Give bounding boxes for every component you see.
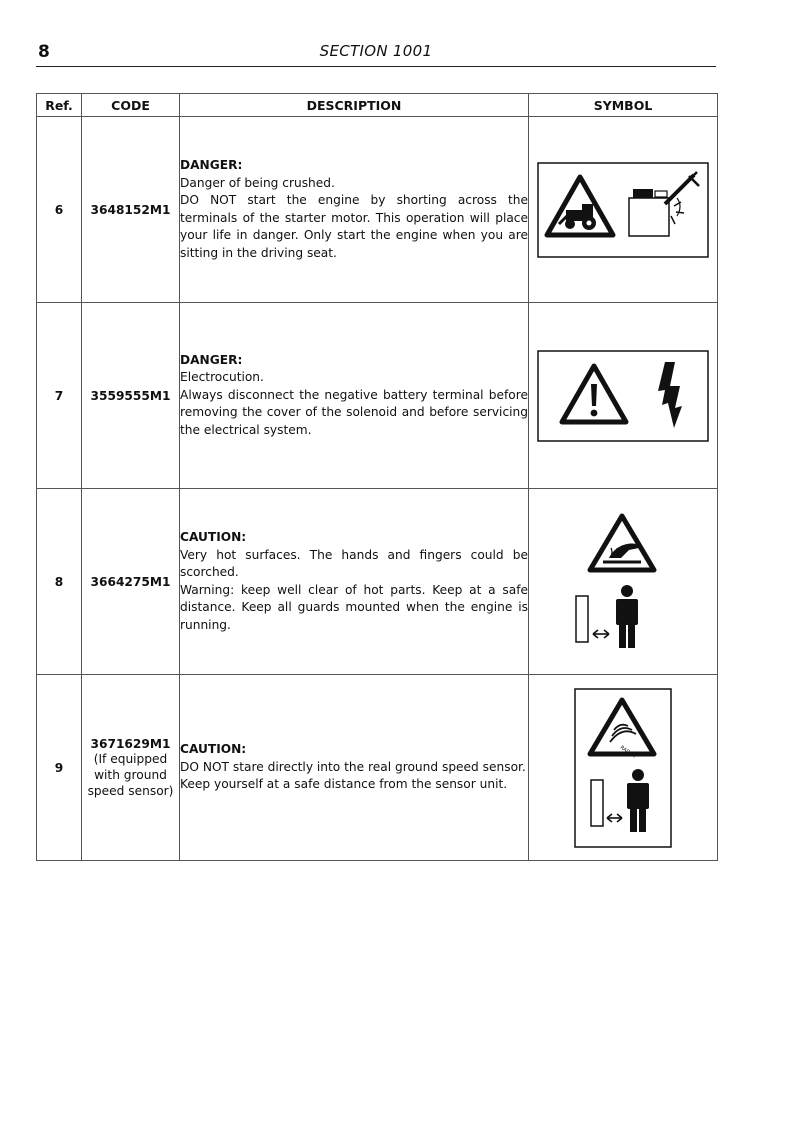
description-line: DO NOT stare directly into the real ground speed sensor. Keep yourself at a safe distance from the sensor unit. <box>180 759 526 792</box>
table-row <box>37 303 718 489</box>
column-header-symbol: SYMBOL <box>529 94 718 117</box>
table-row <box>37 489 718 675</box>
code-note: (If equipped with ground speed sensor) <box>87 751 174 798</box>
code-value: 3671629M1 <box>90 736 171 751</box>
description-heading: DANGER: <box>180 352 243 367</box>
safety-symbol-table <box>36 93 718 861</box>
safe-distance-icon <box>576 585 638 648</box>
ref-cell: 8 <box>37 489 82 675</box>
column-header-ref: Ref. <box>37 94 82 117</box>
description-line: DO NOT start the engine by shorting across the terminals of the starter motor. This operation will place your life in danger. Only start the engine when you are sitting in the driving seat. <box>180 193 528 260</box>
table-header-row <box>37 94 718 117</box>
hot-surface-warning-icon <box>590 516 654 570</box>
ref-cell: 9 <box>37 675 82 861</box>
description-line: Very hot surfaces. The hands and fingers could be scorched. <box>180 547 528 579</box>
description-line: Danger of being crushed. <box>180 175 335 190</box>
code-cell: 3648152M1 <box>82 117 180 303</box>
description-cell <box>180 675 529 861</box>
symbol-cell <box>529 303 718 489</box>
description-heading: CAUTION: <box>180 742 247 757</box>
description-heading: CAUTION: <box>180 530 247 544</box>
description-line: Always disconnect the negative battery terminal before removing the cover of the solenoid and before servicing the electrical system. <box>180 387 528 437</box>
description-cell <box>180 489 529 675</box>
symbol-cell <box>529 675 718 861</box>
symbol-cell <box>529 117 718 303</box>
description-cell <box>180 117 529 303</box>
code-cell <box>82 675 180 861</box>
table-row <box>37 117 718 303</box>
page-number: 8 <box>38 42 50 62</box>
description-line: Warning: keep well clear of hot parts. Keep at a safe distance. Keep all guards mounted when the engine is running. <box>180 582 528 632</box>
description-cell <box>180 303 529 489</box>
column-header-code: CODE <box>82 94 180 117</box>
symbol-cell <box>529 489 718 675</box>
column-header-description: DESCRIPTION <box>180 94 529 117</box>
ref-cell: 6 <box>37 117 82 303</box>
code-cell: 3559555M1 <box>82 303 180 489</box>
page-header <box>36 40 716 67</box>
radar-label: RADAR <box>618 744 637 760</box>
description-line: Electrocution. <box>180 370 264 385</box>
section-title: SECTION 1001 <box>319 42 433 60</box>
table-row <box>37 675 718 861</box>
ref-cell: 7 <box>37 303 82 489</box>
description-heading: DANGER: <box>180 158 243 172</box>
code-cell: 3664275M1 <box>82 489 180 675</box>
